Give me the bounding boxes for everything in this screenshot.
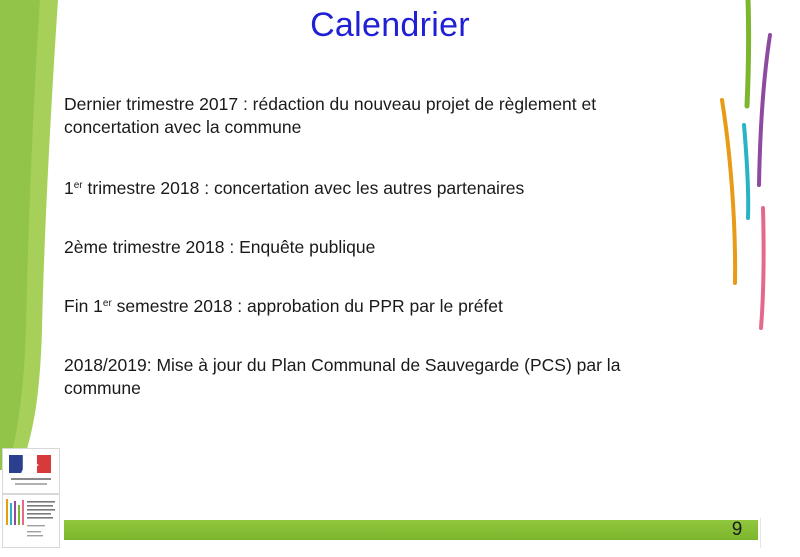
item-prefix: Fin 1 — [64, 296, 103, 316]
item-superscript: er — [73, 180, 83, 191]
dreal-logo — [2, 494, 60, 548]
list-item — [64, 295, 704, 318]
item-superscript: er — [102, 298, 112, 309]
decorative-stripes — [700, 0, 800, 340]
item-line: commune — [64, 378, 141, 398]
item-text: semestre 2018 : approbation du PPR par le préfet — [111, 296, 503, 316]
item-line: 2018/2019: Mise à jour du Plan Communal de Sauvegarde (PCS) par la — [64, 355, 621, 375]
bottom-right-corner — [760, 518, 791, 548]
list-item — [64, 236, 704, 259]
page-number: 9 — [731, 519, 743, 540]
list-item — [64, 354, 704, 400]
item-text: 2ème trimestre 2018 : Enquête publique — [64, 237, 376, 257]
republique-francaise-logo — [2, 448, 60, 494]
list-item — [64, 93, 704, 139]
item-line: Dernier trimestre 2017 : rédaction du nouveau projet de règlement et — [64, 94, 597, 114]
item-prefix: 1 — [64, 178, 74, 198]
item-line: concertation avec la commune — [64, 117, 302, 137]
list-item — [64, 177, 704, 200]
bottom-green-bar — [64, 520, 758, 540]
slide-title: Calendrier — [310, 6, 470, 44]
item-text: trimestre 2018 : concertation avec les autres partenaires — [82, 178, 525, 198]
